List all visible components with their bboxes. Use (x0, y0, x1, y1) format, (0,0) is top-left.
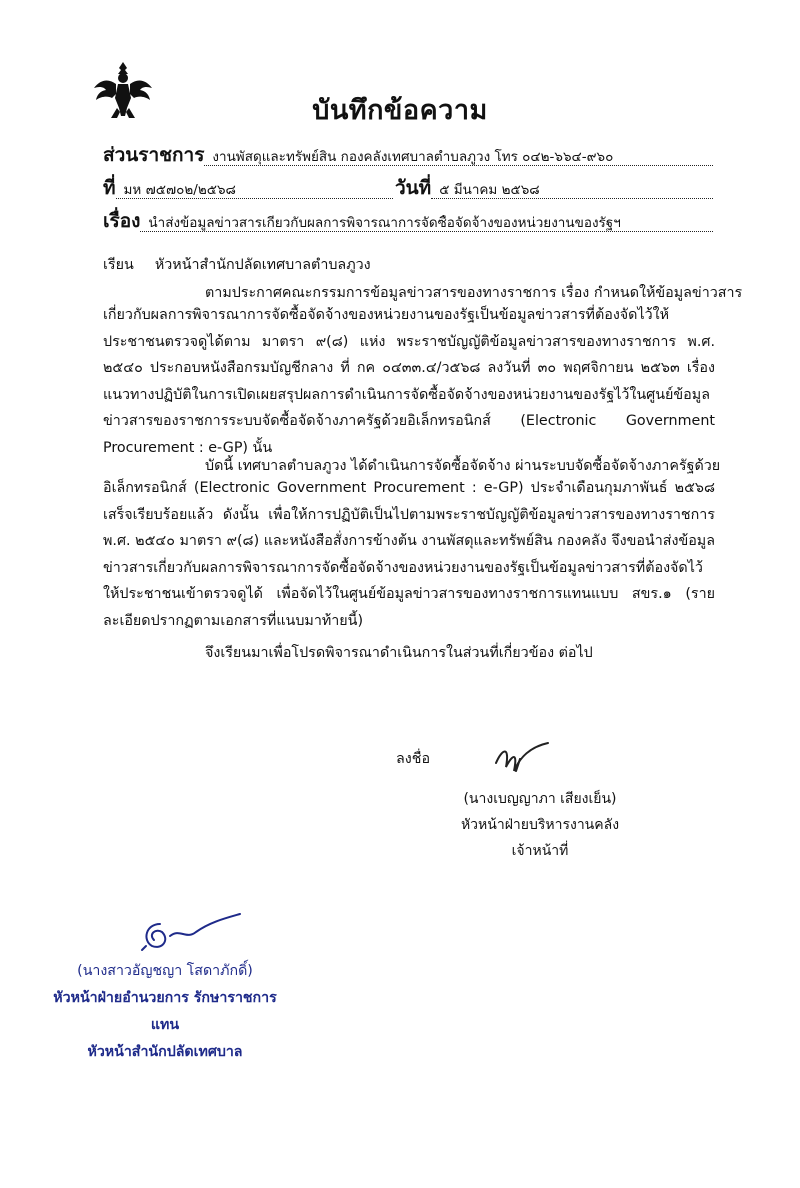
para2-first-line: บัดนี้ เทศบาลตำบลภูวง ได้ดำเนินการจัดซื้อจัดจ้าง ผ่านระบบจัดซื้อจัดจ้างภาครัฐด้วย (205, 458, 721, 474)
para1-body: เกี่ยวกับผลการพิจารณาการจัดซื้อจัดจ้างของหน่วยงานของรัฐเป็นข้อมูลข่าวสารที่ต้องจัดไว้ให้ประชาชนตรวจดูได้ตาม มาตรา ๙(๘) แห่ง พระราชบัญญัติข้อมูลข่าวสารของทางราชการ พ.ศ. ๒๕๔๐ ประกอบหนังสือกรมบัญชีกลาง ที่ กค ๐๔๓๓.๔/ว๕๖๘ ลงวันที่ ๓๐ พฤศจิกายน ๒๕๖๓ เรื่อง แนวทางปฏิบัติในการเปิดเผยสรุปผลการดำเนินการจัดซื้อจัดจ้างของหน่วยงานของรัฐไว้ในศูนย์ข้อมูลข่าวสารของราชการระบบจัดซื้อจัดจ้างภาครัฐด้วยอิเล็กทรอนิกส์ (Electronic Government Procurement : e-GP) นั้น (103, 307, 715, 456)
ref-row (103, 173, 393, 203)
agency-label: ส่วนราชการ (103, 144, 205, 166)
signature1-name: (นางเบญญาภา เสียงเย็น) (463, 791, 617, 807)
subject-label: เรื่อง (103, 210, 141, 232)
salutation (103, 254, 371, 276)
signature1-block (400, 786, 680, 864)
salutation-label: เรียน (103, 257, 134, 273)
page-title: บันทึกข้อความ (312, 95, 488, 126)
ref-label: ที่ (103, 177, 116, 199)
para1-first-line: ตามประกาศคณะกรรมการข้อมูลข่าวสารของทางราชการ เรื่อง กำหนดให้ข้อมูลข่าวสาร (205, 285, 743, 301)
closing-text: จึงเรียนมาเพื่อโปรดพิจารณาดำเนินการในส่วนที่เกี่ยวข้อง ต่อไป (205, 645, 593, 661)
signature2-position: หัวหน้าฝ่ายอำนวยการ รักษาราชการแทน (53, 990, 277, 1033)
signature2-name: (นางสาวอัญชญา โสดาภักดิ์) (77, 963, 253, 979)
signature2-block (40, 958, 290, 1066)
signature1-position: หัวหน้าฝ่ายบริหารงานคลัง (460, 817, 620, 833)
ref-value: มห ๗๕๗๐๒/๒๕๖๘ (116, 182, 393, 199)
signature-scribble-1 (490, 737, 552, 777)
sign-label: ลงชื่อ (396, 751, 431, 767)
agency-row (103, 140, 713, 170)
date-row (395, 173, 713, 203)
para2-body: อิเล็กทรอนิกส์ (Electronic Government Procurement : e-GP) ประจำเดือนกุมภาพันธ์ ๒๕๖๘ เสร็จเรียบร้อยแล้ว ดังนั้น เพื่อให้การปฏิบัติเป็นไปตามพระราชบัญญัติข้อมูลข่าวสารของทางราชการ พ.ศ. ๒๕๔๐ มาตรา ๙(๘) และหนังสือสั่งการข้างต้น งานพัสดุและทรัพย์สิน กองคลัง จึงขอนำส่งข้อมูลข่าวสารเกี่ยวกับผลการพิจารณาการจัดซื้อจัดจ้างของหน่วยงานของรัฐเป็นข้อมูลข่าวสารที่ต้องจัดไว้ให้ประชาชนเข้าตรวจดูได้ เพื่อจัดไว้ในศูนย์ข้อมูลข่าวสารของทางราชการแทนแบบ สขร.๑ (รายละเอียดปรากฏตามเอกสารที่แนบมาท้ายนี้) (103, 480, 715, 629)
signature1-role: เจ้าหน้าที่ (511, 843, 569, 859)
agency-value: งานพัสดุและทรัพย์สิน กองคลังเทศบาลตำบลภูวง โทร ๐๔๒-๖๖๔-๙๖๐ (204, 149, 713, 166)
date-value: ๕ มีนาคม ๒๕๖๘ (431, 182, 713, 199)
subject-row (103, 206, 713, 236)
salutation-to: หัวหน้าสำนักปลัดเทศบาลตำบลภูวง (154, 257, 371, 273)
signature-scribble-2 (136, 910, 246, 960)
date-label: วันที่ (395, 177, 432, 199)
signature2-role: หัวหน้าสำนักปลัดเทศบาล (87, 1044, 243, 1060)
subject-value: นำส่งข้อมูลข่าวสารเกี่ยวกับผลการพิจารณาการจัดซื้อจัดจ้างของหน่วยงานของรัฐฯ (140, 215, 713, 232)
